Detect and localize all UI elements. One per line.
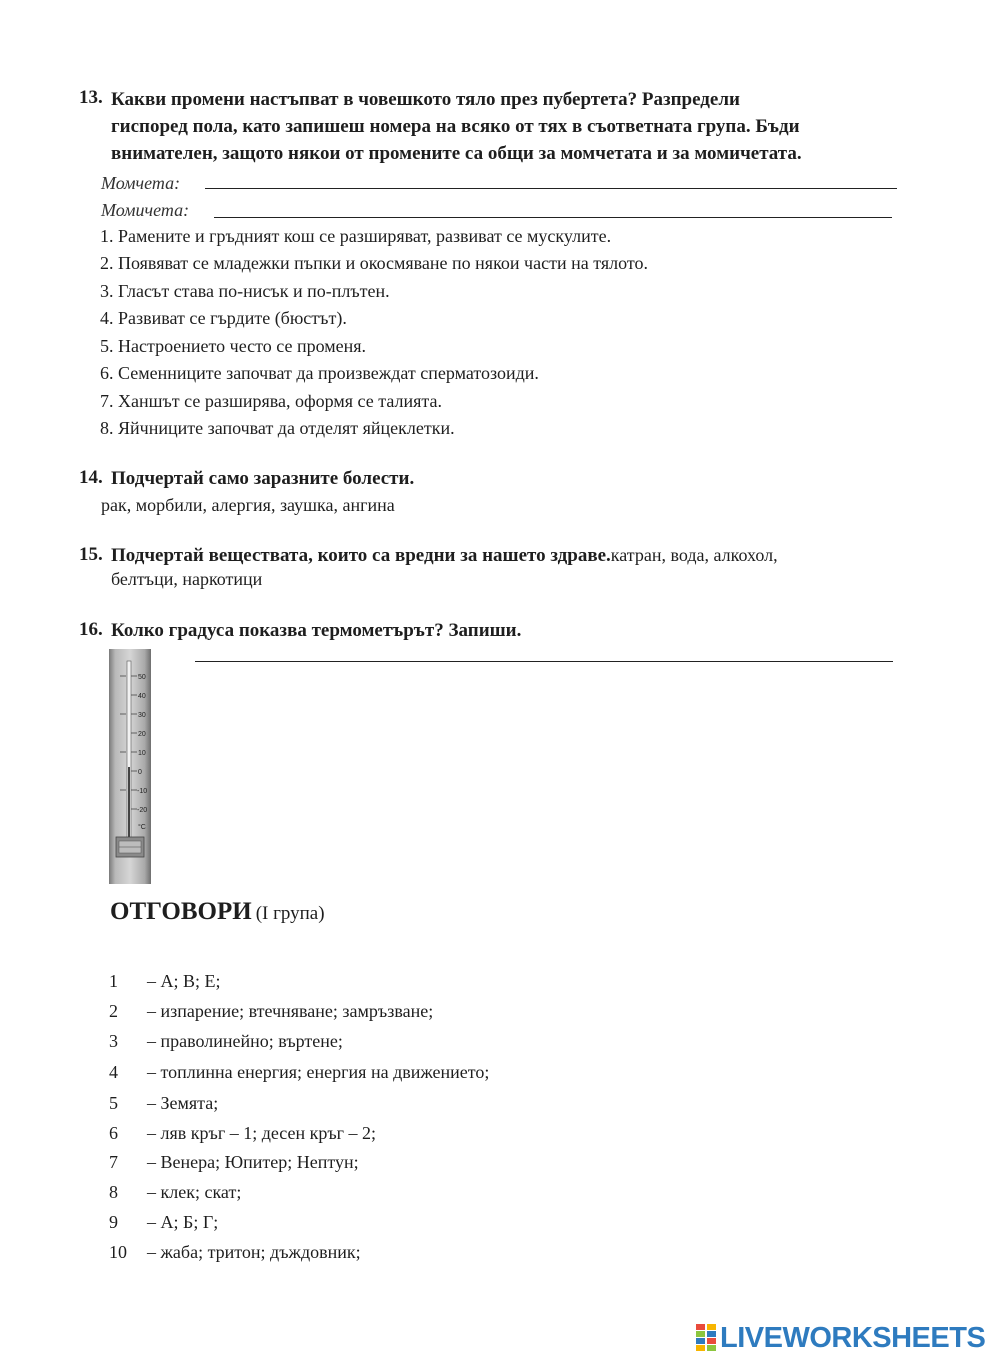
- q13-option-8: 8. Яйчниците започват да отделят яйцеклетки.: [100, 418, 455, 438]
- answer-item-2: 2 – изпарение; втечняване; замръзване;: [109, 1001, 434, 1021]
- scale-label-minus20: -20: [137, 807, 148, 814]
- answers-title: ОТГОВОРИ: [110, 898, 252, 925]
- answer-item-4: 4 – топлинна енергия; енергия на движението;: [109, 1062, 490, 1082]
- scale-label-30: 30: [138, 712, 146, 719]
- q16-number: 16.: [79, 619, 103, 640]
- q16-answer-line[interactable]: [195, 661, 893, 662]
- q15-items-2[interactable]: белтъци, наркотици: [111, 569, 263, 589]
- q13-option-4: 4. Развиват се гърдите (бюстът).: [100, 308, 347, 328]
- scale-label-20: 20: [138, 731, 146, 738]
- answer-item-7: 7 – Венера; Юпитер; Нептун;: [109, 1152, 359, 1172]
- liveworksheets-logo[interactable]: [696, 1322, 985, 1354]
- q13-line-1: Какви промени настъпват в човешкото тяло през пубертета? Разпредели: [111, 89, 740, 110]
- q15-number: 15.: [79, 544, 103, 565]
- q13-number: 13.: [79, 87, 103, 108]
- q14-text: Подчертай само заразните болести.: [111, 468, 415, 489]
- answer-item-9: 9 – А; Б; Г;: [109, 1212, 219, 1232]
- q13-option-3: 3. Гласът става по-нисък и по-плътен.: [100, 281, 390, 301]
- thermometer-scale: [137, 674, 147, 831]
- answer-item-10: 10 – жаба; тритон; дъждовник;: [109, 1242, 361, 1262]
- q13-option-6: 6. Семенниците започват да произвеждат сперматозоиди.: [100, 363, 539, 383]
- scale-label-minus10: -10: [137, 788, 148, 795]
- q13-text: [111, 86, 911, 167]
- q15-instruction: Подчертай веществата, които са вредни за нашето здраве.: [111, 545, 611, 566]
- thermometer-image: [109, 649, 151, 884]
- scale-label-0: 0: [138, 769, 142, 776]
- q14-number: 14.: [79, 467, 103, 488]
- answer-item-3: 3 – праволинейно; въртене;: [109, 1031, 343, 1051]
- girls-answer-line[interactable]: [214, 217, 892, 218]
- q14-items[interactable]: рак, морбили, алергия, заушка, ангина: [101, 495, 395, 515]
- girls-label: Момичета:: [101, 200, 190, 220]
- q13-line-2: гиспоред пола, като запишеш номера на всяко от тях в съответната група. Бъди: [111, 116, 800, 137]
- q13-line-3: внимателен, защото някои от промените са общи за момчетата и за момичетата.: [111, 143, 802, 164]
- boys-answer-line[interactable]: [205, 188, 897, 189]
- q15-items-1[interactable]: катран, вода, алкохол,: [610, 545, 778, 565]
- answer-item-5: 5 – Земята;: [109, 1093, 219, 1113]
- liveworksheets-logo-icon: [696, 1324, 716, 1352]
- answers-subtitle: (I група): [255, 903, 325, 924]
- thermometer-svg: [109, 649, 151, 884]
- scale-label-10: 10: [138, 750, 146, 757]
- q13-option-7: 7. Ханшът се разширява, оформя се талията.: [100, 391, 442, 411]
- q13-option-2: 2. Появяват се младежки пъпки и окосмяване по някои части на тялото.: [100, 253, 648, 273]
- liveworksheets-logo-text: LIVEWORKSHEETS: [720, 1321, 986, 1354]
- scale-label-celsius: °C: [138, 824, 146, 831]
- boys-label: Момчета:: [101, 173, 181, 193]
- answer-item-6: 6 – ляв кръг – 1; десен кръг – 2;: [109, 1123, 377, 1143]
- scale-label-40: 40: [138, 693, 146, 700]
- answer-item-1: 1 – А; В; Е;: [109, 971, 221, 991]
- answer-item-8: 8 – клек; скат;: [109, 1182, 242, 1202]
- answers-heading: [110, 898, 325, 926]
- scale-label-50: 50: [138, 674, 146, 681]
- q13-option-5: 5. Настроението често се променя.: [100, 336, 367, 356]
- q15-text: [111, 542, 778, 569]
- q16-text: Колко градуса показва термометърът? Запиши.: [111, 620, 522, 641]
- q13-option-1: 1. Рамените и гръдният кош се разширяват, развиват се мускулите.: [100, 226, 612, 246]
